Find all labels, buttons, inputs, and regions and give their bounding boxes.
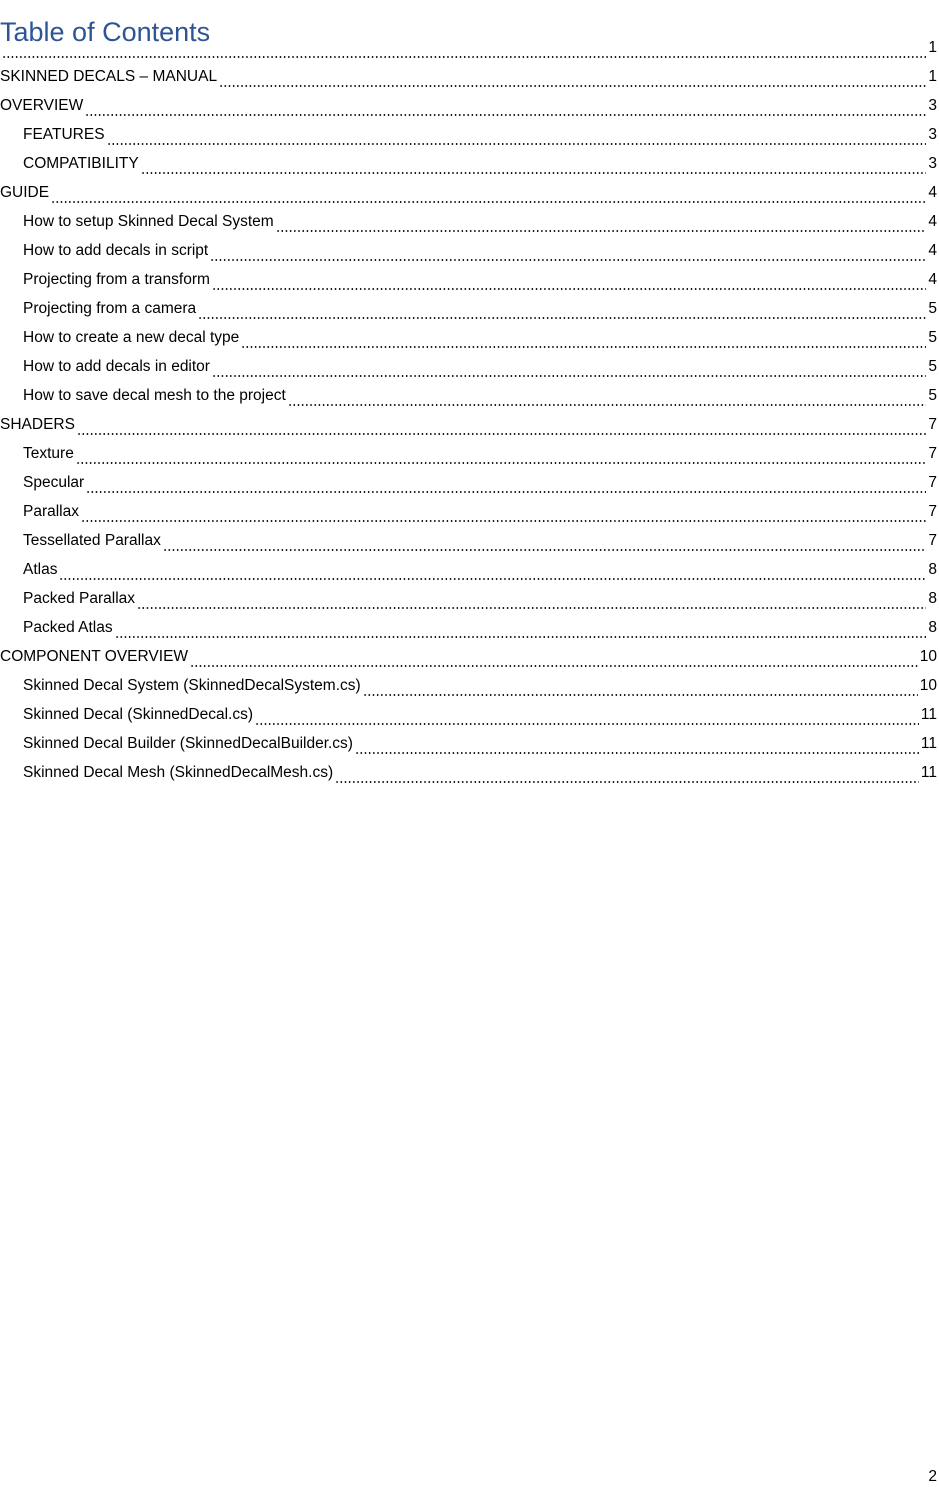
toc-entry-page: 1 bbox=[928, 39, 937, 56]
toc-entry[interactable] bbox=[0, 589, 939, 618]
toc-entry[interactable] bbox=[0, 38, 939, 67]
toc-entry[interactable] bbox=[0, 96, 939, 125]
toc-entry-label: How to create a new decal type bbox=[23, 329, 240, 346]
toc-entry-page: 11 bbox=[920, 735, 937, 752]
toc-entry-page: 5 bbox=[928, 387, 937, 404]
toc-entry-page: 5 bbox=[928, 300, 937, 317]
dot-leader bbox=[77, 433, 926, 435]
toc-entry[interactable] bbox=[0, 734, 939, 763]
toc-entry-page: 4 bbox=[928, 271, 937, 288]
dot-leader bbox=[363, 694, 918, 696]
dot-leader bbox=[81, 520, 926, 522]
toc-entry-page: 7 bbox=[928, 445, 937, 462]
toc-entry[interactable] bbox=[0, 676, 939, 705]
toc-entry-page: 3 bbox=[928, 97, 937, 114]
toc-entry[interactable] bbox=[0, 618, 939, 647]
toc-entry-label: GUIDE bbox=[0, 184, 50, 201]
dot-leader bbox=[255, 723, 919, 725]
toc-entry-page: 8 bbox=[928, 619, 937, 636]
toc-entry-label: Projecting from a transform bbox=[23, 271, 210, 288]
toc-entry[interactable] bbox=[0, 357, 939, 386]
toc-entry[interactable] bbox=[0, 473, 939, 502]
toc-entry[interactable] bbox=[0, 183, 939, 212]
toc-heading: Table of Contents bbox=[0, 17, 211, 48]
dot-leader bbox=[212, 288, 926, 290]
toc-entry-page: 10 bbox=[919, 677, 937, 694]
toc-entry-page: 10 bbox=[919, 648, 937, 665]
toc-entry-page: 5 bbox=[928, 358, 937, 375]
toc-entry-page: 1 bbox=[928, 68, 937, 85]
toc-entry-label: Skinned Decal Builder (SkinnedDecalBuilder.cs) bbox=[23, 735, 353, 752]
dot-leader bbox=[2, 56, 926, 58]
toc-entry-page: 11 bbox=[920, 706, 937, 723]
dot-leader bbox=[86, 491, 926, 493]
dot-leader bbox=[276, 230, 927, 232]
toc-entry-page: 8 bbox=[928, 590, 937, 607]
toc-entry-label: Texture bbox=[23, 445, 74, 462]
toc-entry-label: Tessellated Parallax bbox=[23, 532, 161, 549]
toc-entry-label: Specular bbox=[23, 474, 85, 491]
dot-leader bbox=[115, 636, 927, 638]
toc-entry-page: 7 bbox=[928, 532, 937, 549]
dot-leader bbox=[107, 143, 927, 145]
toc-entry[interactable] bbox=[0, 125, 939, 154]
toc-entry-page: 4 bbox=[928, 213, 937, 230]
toc-entry-label: COMPONENT OVERVIEW bbox=[0, 648, 189, 665]
toc-entry[interactable] bbox=[0, 299, 939, 328]
toc-entry-label: How to add decals in script bbox=[23, 242, 209, 259]
toc-entry-label: How to add decals in editor bbox=[23, 358, 210, 375]
toc-entry-page: 3 bbox=[928, 126, 937, 143]
toc-entry[interactable] bbox=[0, 415, 939, 444]
toc-entry[interactable] bbox=[0, 212, 939, 241]
dot-leader bbox=[198, 317, 926, 319]
dot-leader bbox=[51, 201, 926, 203]
toc-entry[interactable] bbox=[0, 560, 939, 589]
dot-leader bbox=[85, 114, 926, 116]
toc-entry[interactable] bbox=[0, 705, 939, 734]
toc-entry-label: COMPATIBILITY bbox=[23, 155, 139, 172]
toc-entry-label: Parallax bbox=[23, 503, 79, 520]
toc-entry-label: FEATURES bbox=[23, 126, 105, 143]
toc-entry-page: 7 bbox=[928, 416, 937, 433]
toc-entry-label: SKINNED DECALS – MANUAL bbox=[0, 68, 218, 85]
toc-entry-label: Projecting from a camera bbox=[23, 300, 197, 317]
toc-entry-label: SHADERS bbox=[0, 416, 75, 433]
dot-leader bbox=[163, 549, 927, 551]
toc-entry-label: OVERVIEW bbox=[0, 97, 84, 114]
toc-entry[interactable] bbox=[0, 531, 939, 560]
dot-leader bbox=[335, 781, 919, 783]
toc-entry-page: 4 bbox=[928, 184, 937, 201]
toc-entry-label: Atlas bbox=[23, 561, 58, 578]
dot-leader bbox=[76, 462, 927, 464]
toc-entry[interactable] bbox=[0, 328, 939, 357]
toc-entry-page: 5 bbox=[928, 329, 937, 346]
dot-leader bbox=[190, 665, 918, 667]
toc-entry-label: Skinned Decal (SkinnedDecal.cs) bbox=[23, 706, 254, 723]
toc-entry-page: 4 bbox=[928, 242, 937, 259]
toc-entry[interactable] bbox=[0, 241, 939, 270]
toc-entry-page: 7 bbox=[928, 474, 937, 491]
dot-leader bbox=[210, 259, 926, 261]
toc-entry[interactable] bbox=[0, 154, 939, 183]
toc-entry-page: 3 bbox=[928, 155, 937, 172]
toc-entry-label: Skinned Decal System (SkinnedDecalSystem.cs) bbox=[23, 677, 361, 694]
dot-leader bbox=[241, 346, 926, 348]
toc-entry[interactable] bbox=[0, 270, 939, 299]
dot-leader bbox=[219, 85, 926, 87]
dot-leader bbox=[355, 752, 919, 754]
toc-entry[interactable] bbox=[0, 763, 939, 792]
toc-entry[interactable] bbox=[0, 67, 939, 96]
toc-entry[interactable] bbox=[0, 647, 939, 676]
toc-entry-label: Packed Atlas bbox=[23, 619, 113, 636]
toc-entry-label: Skinned Decal Mesh (SkinnedDecalMesh.cs) bbox=[23, 764, 334, 781]
dot-leader bbox=[59, 578, 926, 580]
dot-leader bbox=[212, 375, 926, 377]
toc-entry-label: Packed Parallax bbox=[23, 590, 136, 607]
dot-leader bbox=[288, 404, 927, 406]
toc-list bbox=[0, 38, 939, 792]
dot-leader bbox=[137, 607, 926, 609]
toc-entry[interactable] bbox=[0, 502, 939, 531]
toc-entry-page: 8 bbox=[928, 561, 937, 578]
toc-entry[interactable] bbox=[0, 386, 939, 415]
toc-entry-label: How to setup Skinned Decal System bbox=[23, 213, 274, 230]
dot-leader bbox=[141, 172, 927, 174]
toc-entry-label: How to save decal mesh to the project bbox=[23, 387, 286, 404]
toc-entry[interactable] bbox=[0, 444, 939, 473]
page-number: 2 bbox=[928, 1468, 937, 1485]
toc-entry-page: 11 bbox=[920, 764, 937, 781]
toc-entry-page: 7 bbox=[928, 503, 937, 520]
